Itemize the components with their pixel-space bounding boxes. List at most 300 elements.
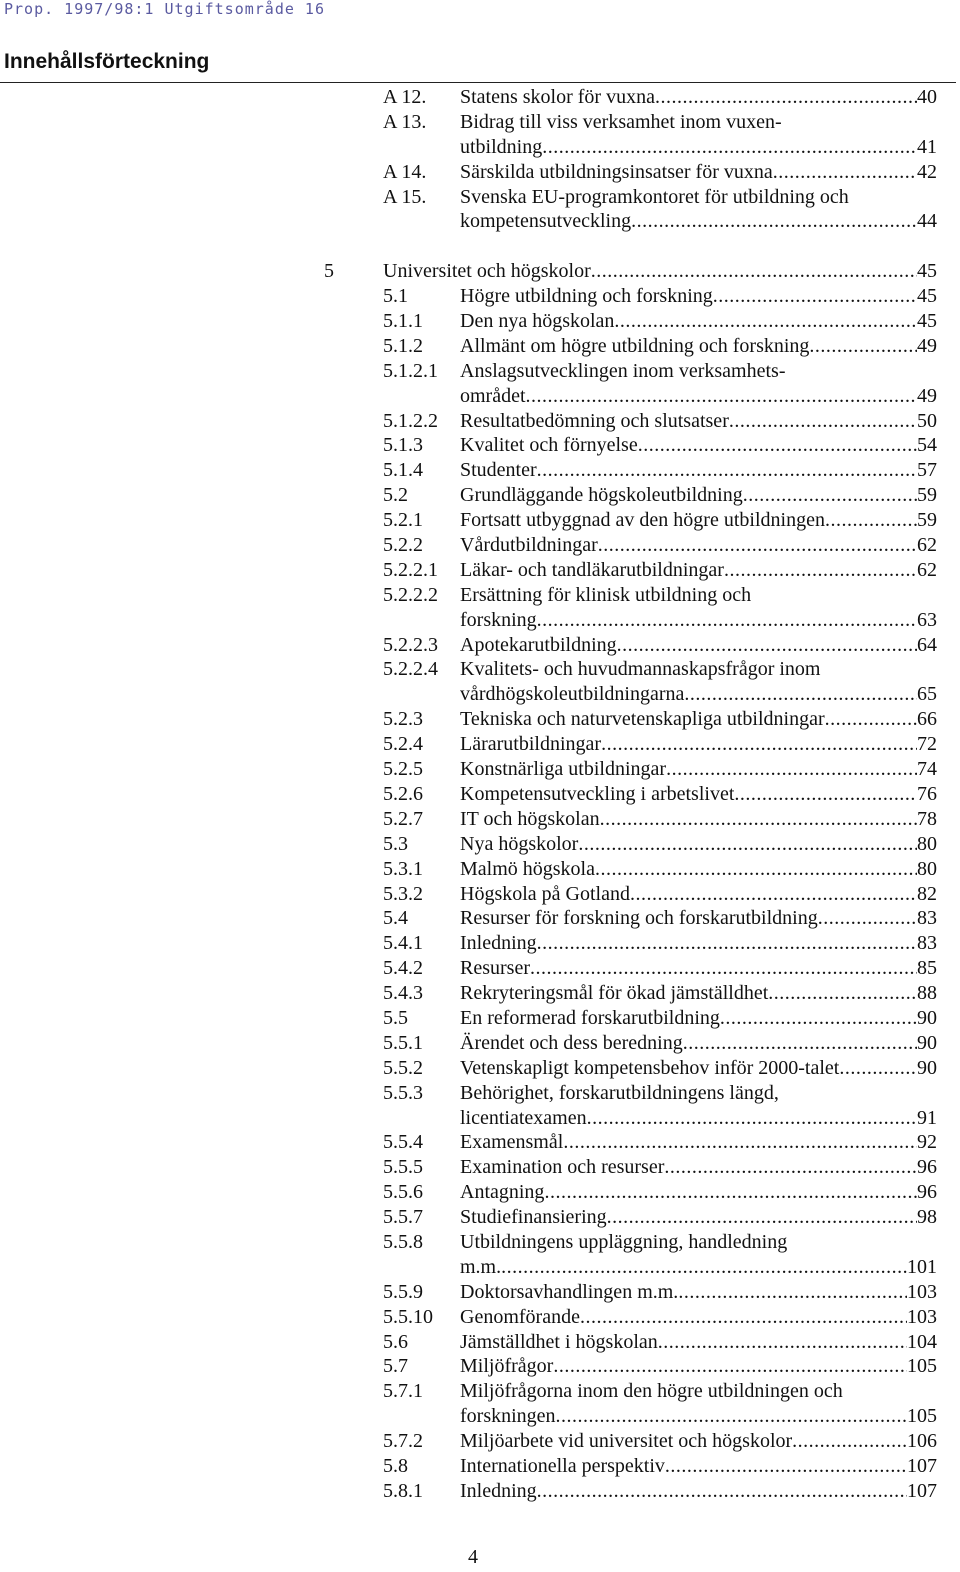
toc-dot-leader xyxy=(630,882,917,907)
toc-entry-line xyxy=(460,359,937,384)
toc-page-number: 96 xyxy=(917,1181,937,1204)
toc-dot-leader xyxy=(658,1330,907,1355)
toc-entry-line xyxy=(460,533,937,558)
toc-entry-title: Behörighet, forskarutbildningens längd, xyxy=(460,1081,779,1104)
toc-entry-line xyxy=(460,334,937,359)
toc-entry-title: Särskilda utbildningsinsatser för vuxna xyxy=(460,160,773,183)
toc-entry-line xyxy=(460,1354,937,1379)
toc-entry-title: forskning xyxy=(460,608,537,631)
toc-entry-line xyxy=(460,458,937,483)
toc-page-number: 62 xyxy=(917,534,937,557)
toc-dot-leader xyxy=(578,832,917,857)
table-of-contents xyxy=(0,85,960,1504)
toc-section-number: 5.5.10 xyxy=(383,1305,433,1328)
toc-dot-leader xyxy=(600,807,917,832)
toc-dot-leader xyxy=(617,633,917,658)
toc-row xyxy=(0,1330,960,1355)
toc-dot-leader xyxy=(563,1130,917,1155)
toc-dot-leader xyxy=(638,433,917,458)
page-title: Innehållsförteckning xyxy=(4,50,210,73)
toc-dot-leader xyxy=(655,85,917,110)
toc-entry-title: Studiefinansiering xyxy=(460,1206,607,1229)
toc-dot-leader xyxy=(553,1354,907,1379)
toc-entry-title: Lärarutbildningar xyxy=(460,733,602,756)
toc-section-number: 5.1.1 xyxy=(383,310,423,333)
toc-entry-title: Jämställdhet i högskolan xyxy=(460,1330,658,1353)
toc-entry-line xyxy=(460,633,937,658)
toc-dot-leader xyxy=(595,857,917,882)
toc-entry-line xyxy=(460,1280,937,1305)
toc-entry-title: Grundläggande högskoleutbildning xyxy=(460,484,743,507)
toc-dot-leader xyxy=(607,1205,917,1230)
toc-dot-leader xyxy=(544,1180,917,1205)
toc-page-number: 59 xyxy=(917,509,937,532)
toc-dot-leader xyxy=(839,1056,917,1081)
toc-page-number: 83 xyxy=(917,907,937,930)
toc-entry-line xyxy=(460,85,937,110)
toc-page-number: 103 xyxy=(907,1305,937,1328)
toc-section-number: 5.5.2 xyxy=(383,1056,423,1079)
toc-entry-line xyxy=(460,1404,937,1429)
toc-entry-title: Ärendet och dess beredning xyxy=(460,1031,683,1054)
toc-row xyxy=(0,110,960,135)
toc-row xyxy=(0,309,960,334)
toc-entry-title: Rekryteringsmål för ökad jämställdhet xyxy=(460,982,769,1005)
toc-entry-title: Kompetensutveckling i arbetslivet xyxy=(460,782,735,805)
toc-section-number: 5.3.1 xyxy=(383,857,423,880)
toc-entry-title: Miljöarbete vid universitet och högskolor xyxy=(460,1430,793,1453)
toc-row xyxy=(0,1081,960,1106)
toc-entry-title: Nya högskolor xyxy=(460,832,579,855)
toc-section-number: 5.3 xyxy=(383,832,408,855)
toc-page-number: 45 xyxy=(917,260,937,283)
toc-entry-line xyxy=(460,1056,937,1081)
toc-section-number: 5.7.1 xyxy=(383,1380,423,1403)
toc-row xyxy=(0,334,960,359)
toc-page-number: 105 xyxy=(907,1355,937,1378)
toc-section-number: 5.2.2 xyxy=(383,534,423,557)
toc-page-number: 83 xyxy=(917,932,937,955)
toc-entry-title: Anslagsutvecklingen inom verksamhets- xyxy=(460,359,786,382)
toc-page-number: 96 xyxy=(917,1156,937,1179)
toc-entry-title: Bidrag till viss verksamhet inom vuxen- xyxy=(460,110,782,133)
toc-section-number: 5.4.3 xyxy=(383,982,423,1005)
toc-entry-title: Doktorsavhandlingen m.m. xyxy=(460,1280,679,1303)
toc-page-number: 98 xyxy=(917,1206,937,1229)
toc-entry-title: Kvalitets- och huvudmannaskapsfrågor inom xyxy=(460,658,821,681)
toc-row xyxy=(0,160,960,185)
toc-entry-line xyxy=(460,657,937,682)
toc-entry-title: Högre utbildning och forskning xyxy=(460,285,713,308)
toc-chapter-number: 5 xyxy=(324,260,334,283)
toc-entry-title: Miljöfrågorna inom den högre utbildningen och xyxy=(460,1380,843,1403)
toc-row xyxy=(0,483,960,508)
toc-section-number: 5.2.3 xyxy=(383,708,423,731)
toc-entry-title: Vårdutbildningar xyxy=(460,534,598,557)
toc-entry-line xyxy=(460,707,937,732)
toc-section-number: 5.1.2 xyxy=(383,334,423,357)
toc-section-number: 5.2.2.2 xyxy=(383,583,438,606)
toc-section-number: 5.4.2 xyxy=(383,957,423,980)
toc-entry-line xyxy=(460,1379,937,1404)
toc-section-number: 5.5 xyxy=(383,1006,408,1029)
toc-entry-line xyxy=(460,1230,937,1255)
toc-page-number: 49 xyxy=(917,384,937,407)
toc-dot-leader xyxy=(724,558,917,583)
toc-dot-leader xyxy=(684,682,917,707)
running-head: Prop. 1997/98:1 Utgiftsområde 16 xyxy=(4,0,325,18)
toc-dot-leader xyxy=(664,1155,917,1180)
toc-entry-line xyxy=(460,483,937,508)
toc-entry-title: Allmänt om högre utbildning och forskning xyxy=(460,334,810,357)
toc-page-number: 78 xyxy=(917,807,937,830)
toc-dot-leader xyxy=(734,782,917,807)
toc-dot-leader xyxy=(665,1454,907,1479)
toc-row xyxy=(0,458,960,483)
toc-entry-line xyxy=(460,1006,937,1031)
toc-entry-line xyxy=(460,284,937,309)
toc-dot-leader xyxy=(530,956,917,981)
toc-row xyxy=(0,1255,960,1280)
toc-section-number: 5.6 xyxy=(383,1330,408,1353)
toc-entry-line xyxy=(460,608,937,633)
toc-dot-leader xyxy=(678,1280,907,1305)
toc-row xyxy=(0,608,960,633)
toc-dot-leader xyxy=(666,757,917,782)
toc-entry-line xyxy=(460,732,937,757)
title-divider xyxy=(0,82,956,83)
toc-entry-line xyxy=(460,309,937,334)
toc-page-number: 66 xyxy=(917,708,937,731)
toc-row xyxy=(0,707,960,732)
toc-page-number: 59 xyxy=(917,484,937,507)
toc-entry-title: Läkar- och tandläkarutbildningar xyxy=(460,558,724,581)
toc-dot-leader xyxy=(631,209,917,234)
toc-entry-line xyxy=(460,906,937,931)
toc-row xyxy=(0,807,960,832)
toc-dot-leader xyxy=(580,1305,907,1330)
toc-entry-title: Miljöfrågor xyxy=(460,1355,554,1378)
toc-section-number: 5.8 xyxy=(383,1454,408,1477)
toc-page-number: 92 xyxy=(917,1131,937,1154)
toc-row xyxy=(0,384,960,409)
toc-row xyxy=(0,583,960,608)
toc-row xyxy=(0,185,960,210)
toc-row xyxy=(0,1379,960,1404)
toc-entry-title: m.m. xyxy=(460,1255,502,1278)
toc-page-number: 41 xyxy=(917,135,937,158)
toc-dot-leader xyxy=(683,1031,917,1056)
toc-entry-title: kompetensutveckling xyxy=(460,210,632,233)
toc-entry-title: Resultatbedömning och slutsatser xyxy=(460,409,729,432)
toc-entry-line xyxy=(460,1081,937,1106)
toc-section-number: 5.5.3 xyxy=(383,1081,423,1104)
toc-entry-line xyxy=(383,259,937,284)
toc-entry-line xyxy=(460,558,937,583)
toc-entry-title: Apotekarutbildning xyxy=(460,633,617,656)
toc-row xyxy=(0,956,960,981)
toc-section-number: 5.5.7 xyxy=(383,1206,423,1229)
toc-entry-line xyxy=(460,857,937,882)
toc-section-number: A 14. xyxy=(383,160,427,183)
toc-page-number: 80 xyxy=(917,832,937,855)
toc-dot-leader xyxy=(537,1479,907,1504)
toc-section-number: 5.2.5 xyxy=(383,758,423,781)
toc-page-number: 49 xyxy=(917,334,937,357)
toc-page-number: 45 xyxy=(917,285,937,308)
toc-section-number: 5.5.6 xyxy=(383,1181,423,1204)
toc-dot-leader xyxy=(825,707,917,732)
toc-row xyxy=(0,433,960,458)
toc-page-number: 85 xyxy=(917,957,937,980)
toc-section-number: 5.7.2 xyxy=(383,1430,423,1453)
toc-section-number: 5.5.5 xyxy=(383,1156,423,1179)
toc-page-number: 90 xyxy=(917,1006,937,1029)
toc-entry-title: Inledning xyxy=(460,932,537,955)
toc-entry-title: Fortsatt utbyggnad av den högre utbildningen xyxy=(460,509,825,532)
toc-section-number: 5.1 xyxy=(383,285,408,308)
toc-row xyxy=(0,633,960,658)
toc-entry-line xyxy=(460,981,937,1006)
toc-entry-line xyxy=(460,1305,937,1330)
toc-entry-title: Högskola på Gotland xyxy=(460,882,630,905)
toc-dot-leader xyxy=(537,931,917,956)
toc-row xyxy=(0,135,960,160)
toc-entry-line xyxy=(460,1454,937,1479)
toc-entry-title: licentiatexamen xyxy=(460,1106,587,1129)
toc-entry-line xyxy=(460,185,937,210)
toc-dot-leader xyxy=(743,483,917,508)
toc-row xyxy=(0,1180,960,1205)
toc-entry-line xyxy=(460,1429,937,1454)
toc-page-number: 104 xyxy=(907,1330,937,1353)
toc-page-number: 42 xyxy=(917,160,937,183)
toc-section-number: 5.1.2.1 xyxy=(383,359,438,382)
toc-entry-title: Studenter xyxy=(460,459,537,482)
toc-entry-title: Utbildningens uppläggning, handledning xyxy=(460,1230,788,1253)
toc-row xyxy=(0,906,960,931)
toc-section-number: 5.4.1 xyxy=(383,932,423,955)
toc-row xyxy=(0,508,960,533)
toc-row xyxy=(0,209,960,234)
toc-entry-line xyxy=(460,807,937,832)
toc-entry-title: Vetenskapligt kompetensbehov inför 2000-talet xyxy=(460,1056,840,1079)
toc-dot-leader xyxy=(542,135,917,160)
toc-page-number: 90 xyxy=(917,1056,937,1079)
toc-entry-title: Resurser för forskning och forskarutbildning xyxy=(460,907,818,930)
toc-entry-title: Antagning xyxy=(460,1181,545,1204)
toc-row xyxy=(0,981,960,1006)
toc-chapter-title: Universitet och högskolor xyxy=(383,260,591,283)
toc-row xyxy=(0,1130,960,1155)
toc-page-number: 91 xyxy=(917,1106,937,1129)
toc-section-number: 5.2.1 xyxy=(383,509,423,532)
toc-entry-line xyxy=(460,433,937,458)
toc-entry-line xyxy=(460,1106,937,1131)
toc-entry-line xyxy=(460,384,937,409)
toc-row xyxy=(0,1479,960,1504)
toc-entry-line xyxy=(460,209,937,234)
toc-page-number: 103 xyxy=(907,1280,937,1303)
toc-dot-leader xyxy=(773,160,917,185)
toc-entry-line xyxy=(460,931,937,956)
toc-section-number: 5.1.2.2 xyxy=(383,409,438,432)
toc-entry-line xyxy=(460,1031,937,1056)
toc-row xyxy=(0,1230,960,1255)
toc-page-number: 63 xyxy=(917,608,937,631)
toc-entry-title: Inledning xyxy=(460,1479,537,1502)
toc-entry-title: Statens skolor för vuxna xyxy=(460,86,655,108)
toc-row xyxy=(0,1205,960,1230)
toc-row xyxy=(0,782,960,807)
toc-entry-title: Tekniska och naturvetenskapliga utbildningar xyxy=(460,708,825,731)
toc-section-number: 5.5.1 xyxy=(383,1031,423,1054)
toc-row xyxy=(0,1106,960,1131)
toc-entry-title: vårdhögskoleutbildningarna xyxy=(460,683,685,706)
toc-dot-leader xyxy=(729,409,917,434)
toc-row xyxy=(0,284,960,309)
toc-page-number: 74 xyxy=(917,758,937,781)
toc-row xyxy=(0,931,960,956)
toc-row xyxy=(0,359,960,384)
toc-entry-title: Genomförande xyxy=(460,1305,580,1328)
toc-dot-leader xyxy=(601,732,917,757)
toc-entry-line xyxy=(460,409,937,434)
toc-entry-title: Konstnärliga utbildningar xyxy=(460,758,667,781)
toc-page-number: 107 xyxy=(907,1454,937,1477)
toc-page-number: 64 xyxy=(917,633,937,656)
toc-row xyxy=(0,533,960,558)
toc-section-number: 5.8.1 xyxy=(383,1479,423,1502)
toc-dot-leader xyxy=(825,508,917,533)
toc-entry-title: området xyxy=(460,384,526,407)
toc-row xyxy=(0,732,960,757)
toc-entry-line xyxy=(460,832,937,857)
toc-dot-leader xyxy=(713,284,917,309)
toc-page-number: 106 xyxy=(907,1430,937,1453)
toc-row xyxy=(0,85,960,110)
toc-entry-title: Examensmål xyxy=(460,1131,564,1154)
toc-entry-line xyxy=(460,882,937,907)
toc-page-number: 40 xyxy=(917,86,937,108)
toc-page-number: 82 xyxy=(917,882,937,905)
toc-dot-leader xyxy=(537,608,917,633)
toc-row xyxy=(0,1429,960,1454)
toc-entry-line xyxy=(460,757,937,782)
toc-page-number: 65 xyxy=(917,683,937,706)
toc-section-number: 5.2.6 xyxy=(383,782,423,805)
toc-page-number: 90 xyxy=(917,1031,937,1054)
toc-entry-title: utbildning xyxy=(460,135,543,158)
toc-entry-line xyxy=(460,583,937,608)
toc-page-number: 72 xyxy=(917,733,937,756)
toc-entry-line xyxy=(460,1130,937,1155)
toc-row xyxy=(0,757,960,782)
toc-entry-title: IT och högskolan xyxy=(460,807,600,830)
toc-entry-line xyxy=(460,782,937,807)
toc-section-number: A 15. xyxy=(383,185,427,208)
toc-page-number: 88 xyxy=(917,982,937,1005)
toc-row xyxy=(0,1031,960,1056)
toc-section-number: 5.2.2.1 xyxy=(383,558,438,581)
toc-dot-leader xyxy=(501,1255,907,1280)
toc-section-number: 5.2.4 xyxy=(383,733,423,756)
toc-entry-title: En reformerad forskarutbildning xyxy=(460,1006,720,1029)
toc-entry-line xyxy=(460,682,937,707)
toc-entry-line xyxy=(460,956,937,981)
toc-dot-leader xyxy=(526,384,917,409)
toc-section-number: 5.5.8 xyxy=(383,1230,423,1253)
toc-row xyxy=(0,857,960,882)
toc-page-number: 76 xyxy=(917,782,937,805)
toc-dot-leader xyxy=(792,1429,907,1454)
toc-entry-line xyxy=(460,135,937,160)
toc-row xyxy=(0,1280,960,1305)
toc-entry-title: Kvalitet och förnyelse xyxy=(460,434,638,457)
toc-section-number: 5.3.2 xyxy=(383,882,423,905)
toc-page-number: 50 xyxy=(917,409,937,432)
toc-row xyxy=(0,1454,960,1479)
toc-row xyxy=(0,409,960,434)
toc-section-number: 5.1.4 xyxy=(383,459,423,482)
toc-entry-title: Internationella perspektiv xyxy=(460,1454,665,1477)
toc-entry-line xyxy=(460,1255,937,1280)
toc-dot-leader xyxy=(720,1006,917,1031)
toc-page-number: 45 xyxy=(917,310,937,333)
toc-entry-title: Resurser xyxy=(460,957,530,980)
toc-page-number: 57 xyxy=(917,459,937,482)
toc-section-number: 5.5.9 xyxy=(383,1280,423,1303)
toc-row xyxy=(0,682,960,707)
toc-entry-title: Malmö högskola xyxy=(460,857,595,880)
toc-entry-line xyxy=(460,1180,937,1205)
toc-entry-line xyxy=(460,160,937,185)
toc-section-number: A 12. xyxy=(383,86,427,108)
toc-dot-leader xyxy=(587,1106,917,1131)
toc-row xyxy=(0,1354,960,1379)
toc-section-number: 5.2.7 xyxy=(383,807,423,830)
toc-entry-title: forskningen xyxy=(460,1405,556,1428)
toc-row xyxy=(0,832,960,857)
toc-page-number: 101 xyxy=(907,1255,937,1278)
toc-entry-line xyxy=(460,110,937,135)
toc-section-number: 5.4 xyxy=(383,907,408,930)
toc-section-number: 5.7 xyxy=(383,1355,408,1378)
toc-dot-leader xyxy=(556,1404,907,1429)
toc-section-number: 5.1.3 xyxy=(383,434,423,457)
toc-entry-line xyxy=(460,1330,937,1355)
toc-row xyxy=(0,1404,960,1429)
toc-dot-leader xyxy=(818,906,917,931)
toc-entry-title: Svenska EU-programkontoret för utbildning och xyxy=(460,185,849,208)
toc-entry-line xyxy=(460,508,937,533)
toc-entry-title: Den nya högskolan xyxy=(460,310,615,333)
toc-entry-title: Examination och resurser xyxy=(460,1156,665,1179)
toc-row xyxy=(0,1056,960,1081)
toc-dot-leader xyxy=(537,458,917,483)
toc-section-number: 5.5.4 xyxy=(383,1131,423,1154)
toc-page-number: 44 xyxy=(917,210,937,233)
toc-row xyxy=(0,558,960,583)
toc-page-number: 54 xyxy=(917,434,937,457)
toc-entry-line xyxy=(460,1155,937,1180)
toc-dot-leader xyxy=(614,309,917,334)
toc-page-number: 62 xyxy=(917,558,937,581)
toc-section-number: 5.2.2.4 xyxy=(383,658,438,681)
page-number: 4 xyxy=(468,1546,478,1568)
toc-section-number: 5.2 xyxy=(383,484,408,507)
toc-page-number: 107 xyxy=(907,1479,937,1502)
